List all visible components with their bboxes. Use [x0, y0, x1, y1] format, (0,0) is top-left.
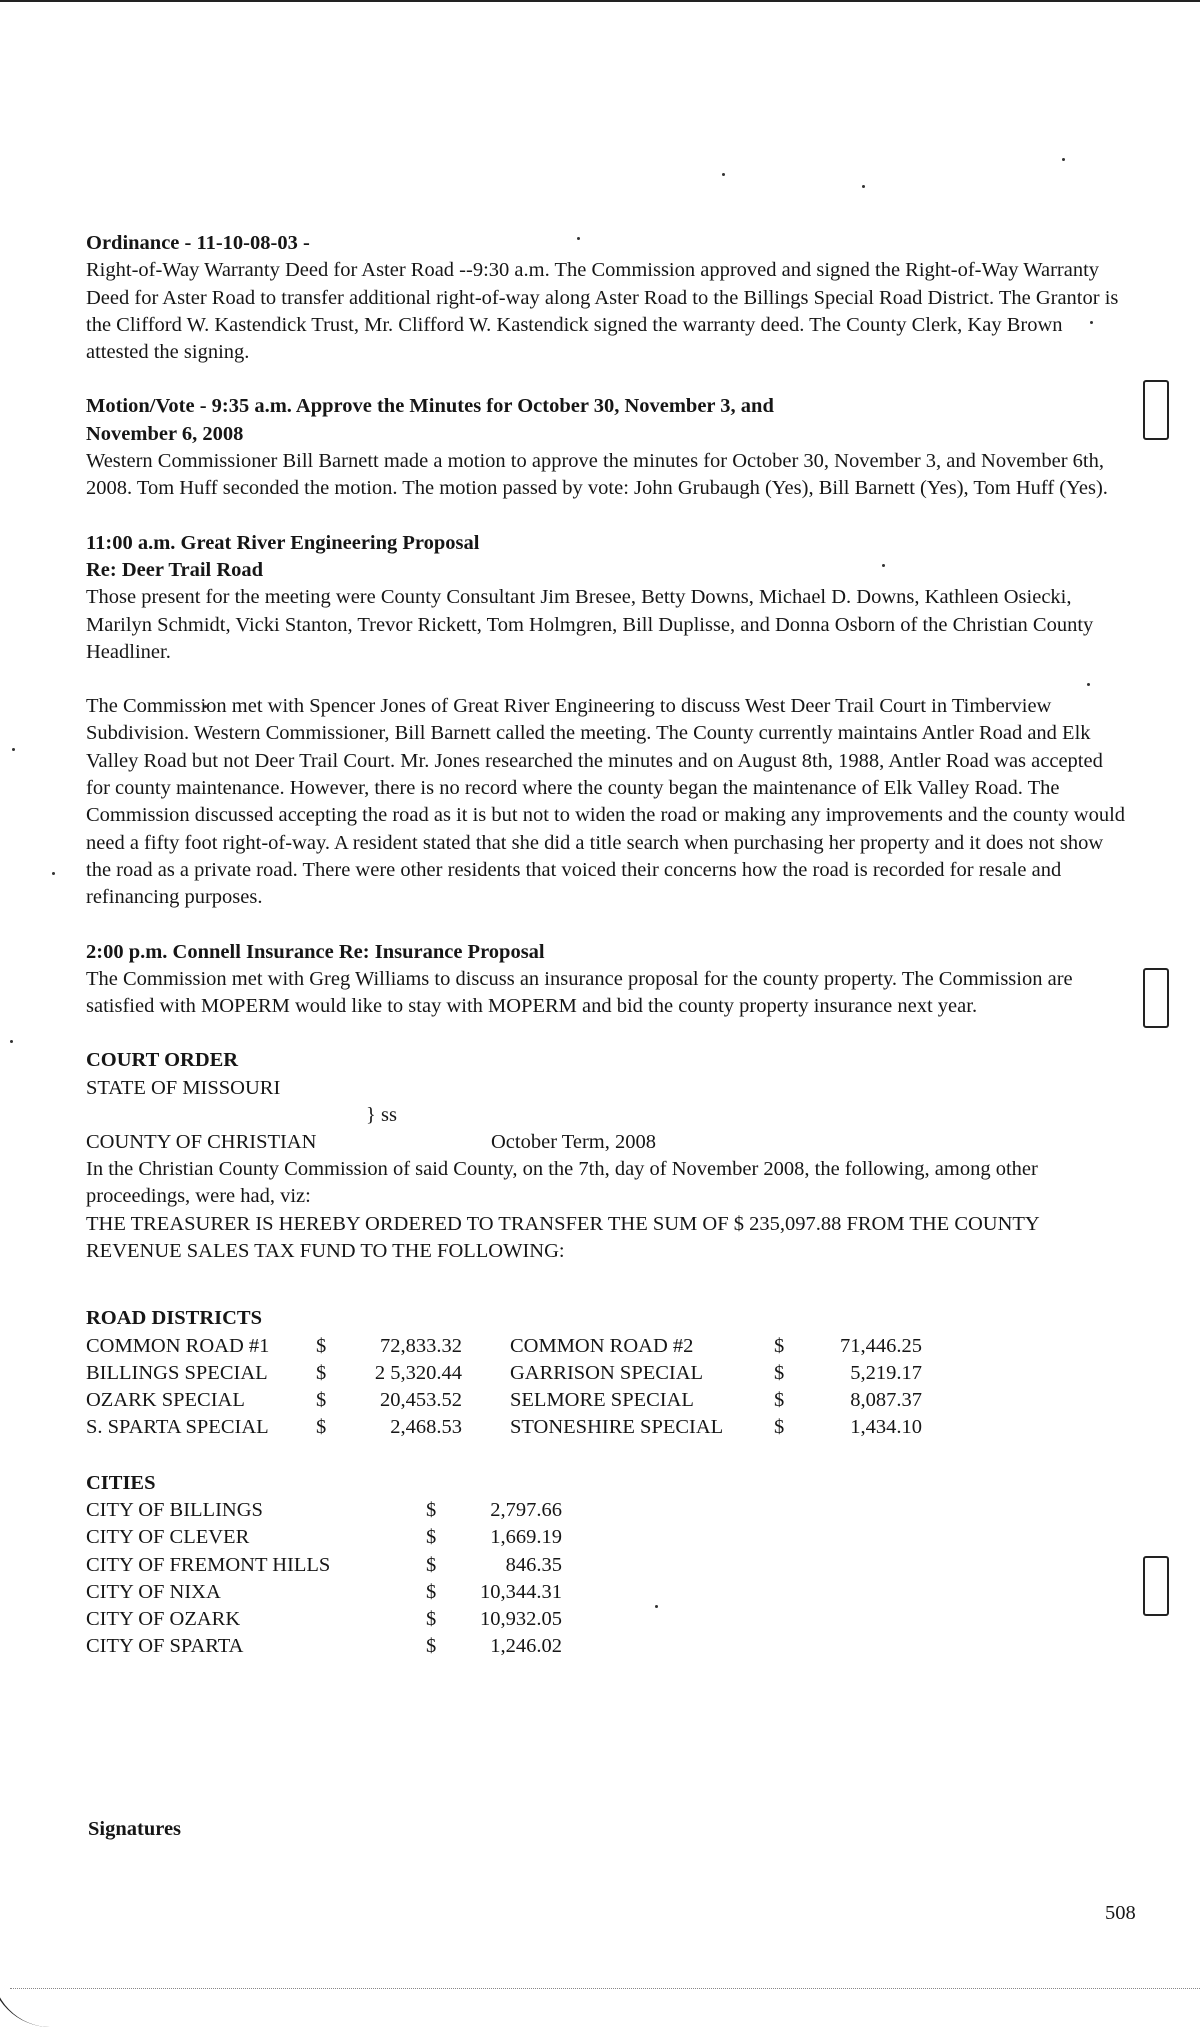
- court-order-heading: COURT ORDER: [86, 1049, 239, 1072]
- road-districts-section: [86, 1305, 1126, 1441]
- road-district-row: [86, 1360, 922, 1387]
- currency-sign: $: [774, 1334, 785, 1357]
- currency-sign: $: [774, 1416, 785, 1439]
- scan-speck: [10, 1040, 13, 1043]
- road-district-name: SELMORE SPECIAL: [510, 1389, 694, 1412]
- engineering-discussion: The Commission met with Spencer Jones of Great River Engineering to discuss West Deer Trail Court in Timberview Subdivision. Western Commissioner, Bill Barnett called the meeting. The County currently maintains Antler Road and Elk Valley Road but not Deer Trail Court. Mr. Jones researched the minutes and on August 8th, 1988, Antler Road was accepted for county maintenance. However, there is no record where the county began the maintenance of Elk Valley Road. The Commission discussed accepting the road as it is but not to widen the road or making any improvements and the county would need a fifty foot right-of-way. A resident stated that she did a title search when purchasing her property and it does not show the road as a private road. There were other residents that voiced their concerns how the road is recorded for resale and refinancing purposes.: [86, 695, 1126, 909]
- court-order-term: October Term, 2008: [491, 1131, 656, 1154]
- currency-sign: $: [774, 1389, 785, 1412]
- currency-sign: $: [426, 1635, 437, 1658]
- engineering-attendees: Those present for the meeting were County Consultant Jim Bresee, Betty Downs, Michael D. Downs, Kathleen Osiecki, Marilyn Schmidt, Vicki Stanton, Trevor Rickett, Tom Holmgren, Bill Duplisse, and Donna Osborn of the Christian County Headliner.: [86, 586, 1094, 663]
- road-district-amount: 5,219.17: [850, 1361, 922, 1384]
- margin-box-mark: [1143, 380, 1169, 440]
- cities-table: [86, 1497, 562, 1661]
- city-amount: 10,344.31: [480, 1580, 562, 1603]
- road-district-amount: 2,468.53: [390, 1416, 462, 1439]
- currency-sign: $: [316, 1389, 327, 1412]
- road-district-amount: 2 5,320.44: [374, 1361, 462, 1384]
- city-row: [86, 1633, 562, 1660]
- currency-sign: $: [426, 1553, 437, 1576]
- cities-heading: CITIES: [86, 1471, 156, 1494]
- city-row: [86, 1497, 562, 1524]
- city-row: [86, 1524, 562, 1551]
- road-district-name: BILLINGS SPECIAL: [86, 1361, 268, 1384]
- engineering-heading-line1: 11:00 a.m. Great River Engineering Proposal: [86, 531, 480, 554]
- scan-speck: [722, 173, 725, 176]
- road-district-name: COMMON ROAD #1: [86, 1334, 270, 1357]
- minutes-body: [86, 230, 1126, 1688]
- city-row: [86, 1606, 562, 1633]
- city-name: CITY OF CLEVER: [86, 1526, 250, 1549]
- city-name: CITY OF FREMONT HILLS: [86, 1553, 331, 1576]
- city-amount: 846.35: [505, 1553, 562, 1576]
- road-district-name: COMMON ROAD #2: [510, 1334, 694, 1357]
- road-district-row: [86, 1387, 922, 1414]
- signatures-label: Signatures: [88, 1818, 182, 1840]
- road-district-amount: 71,446.25: [840, 1334, 922, 1357]
- road-district-amount: 1,434.10: [850, 1416, 922, 1439]
- margin-box-mark: [1143, 1556, 1169, 1616]
- road-district-row: [86, 1414, 922, 1441]
- scan-speck: [1062, 158, 1065, 161]
- road-districts-table: [86, 1333, 922, 1442]
- city-amount: 1,669.19: [490, 1526, 562, 1549]
- road-district-name: OZARK SPECIAL: [86, 1389, 245, 1412]
- city-name: CITY OF OZARK: [86, 1608, 241, 1631]
- motion-heading-line1: Motion/Vote - 9:35 a.m. Approve the Minutes for October 30, November 3, and: [86, 395, 774, 418]
- city-amount: 10,932.05: [480, 1608, 562, 1631]
- currency-sign: $: [426, 1498, 437, 1521]
- currency-sign: $: [316, 1361, 327, 1384]
- road-districts-heading: ROAD DISTRICTS: [86, 1307, 263, 1330]
- court-order-section: [86, 1047, 1126, 1265]
- scan-speck: [862, 185, 865, 188]
- city-amount: 1,246.02: [490, 1635, 562, 1658]
- court-order-county-row: [86, 1129, 1126, 1156]
- scan-border-top: [0, 0, 1200, 3]
- scan-noise-line: [10, 1988, 1200, 1991]
- court-order-intro: In the Christian County Commission of said County, on the 7th, day of November 2008, the following, among other proceedings, were had, viz:: [86, 1158, 1038, 1208]
- road-district-amount: 8,087.37: [850, 1389, 922, 1412]
- road-district-row: [86, 1333, 922, 1360]
- motion-text: Western Commissioner Bill Barnett made a motion to approve the minutes for October 30, November 3, and November 6th, 2008. Tom Huff seconded the motion. The motion passed by vote: John Grubaugh (Yes), Bill Barnett (Yes), Tom Huff (Yes).: [86, 450, 1108, 500]
- margin-box-mark: [1143, 968, 1169, 1028]
- currency-sign: $: [316, 1334, 327, 1357]
- page-number: 508: [1105, 1902, 1136, 1924]
- motion-heading-line2: November 6, 2008: [86, 422, 244, 445]
- insurance-section: [86, 939, 1126, 1021]
- insurance-text: The Commission met with Greg Williams to discuss an insurance proposal for the county property. The Commission are satisfied with MOPERM would like to stay with MOPERM and bid the county property insurance next year.: [86, 967, 1073, 1018]
- road-district-name: GARRISON SPECIAL: [510, 1361, 704, 1384]
- city-name: CITY OF SPARTA: [86, 1635, 244, 1658]
- court-order-ss-row: [86, 1102, 1126, 1129]
- court-order-state: STATE OF MISSOURI: [86, 1076, 281, 1099]
- cities-section: [86, 1470, 1126, 1661]
- currency-sign: $: [316, 1416, 327, 1439]
- currency-sign: $: [426, 1526, 437, 1549]
- road-district-amount: 20,453.52: [380, 1389, 462, 1412]
- road-district-amount: 72,833.32: [380, 1334, 462, 1357]
- scan-speck: [12, 748, 15, 751]
- city-row: [86, 1579, 562, 1606]
- ordinance-text: Right-of-Way Warranty Deed for Aster Road --9:30 a.m. The Commission approved and signed the Right-of-Way Warranty Deed for Aster Road to transfer additional right-of-way along Aster Road to the Billings Special Road District. The Grantor is the Clifford W. Kastendick Trust, Mr. Clifford W. Kastendick signed the warranty deed. The County Clerk, Kay Brown attested the signing.: [86, 259, 1119, 364]
- engineering-section: [86, 530, 1126, 912]
- road-district-name: S. SPARTA SPECIAL: [86, 1416, 269, 1439]
- road-district-name: STONESHIRE SPECIAL: [510, 1416, 724, 1439]
- court-order-ss: } ss: [366, 1104, 397, 1127]
- ordinance-heading: Ordinance - 11-10-08-03 -: [86, 232, 310, 254]
- city-name: CITY OF NIXA: [86, 1580, 221, 1603]
- motion-section: [86, 393, 1126, 502]
- scan-speck: [52, 872, 55, 875]
- currency-sign: $: [426, 1580, 437, 1603]
- currency-sign: $: [426, 1608, 437, 1631]
- city-row: [86, 1552, 562, 1579]
- court-order-county: COUNTY OF CHRISTIAN: [86, 1131, 317, 1154]
- insurance-heading: 2:00 p.m. Connell Insurance Re: Insurance Proposal: [86, 940, 545, 963]
- currency-sign: $: [774, 1361, 785, 1384]
- city-amount: 2,797.66: [490, 1498, 562, 1521]
- court-order-transfer: THE TREASURER IS HEREBY ORDERED TO TRANSFER THE SUM OF $ 235,097.88 FROM THE COUNTY REVENUE SALES TAX FUND TO THE FOLLOWING:: [86, 1212, 1039, 1262]
- ordinance-section: [86, 230, 1126, 366]
- engineering-heading-line2: Re: Deer Trail Road: [86, 558, 264, 581]
- scan-border-bottom: [0, 1967, 52, 2027]
- city-name: CITY OF BILLINGS: [86, 1498, 263, 1521]
